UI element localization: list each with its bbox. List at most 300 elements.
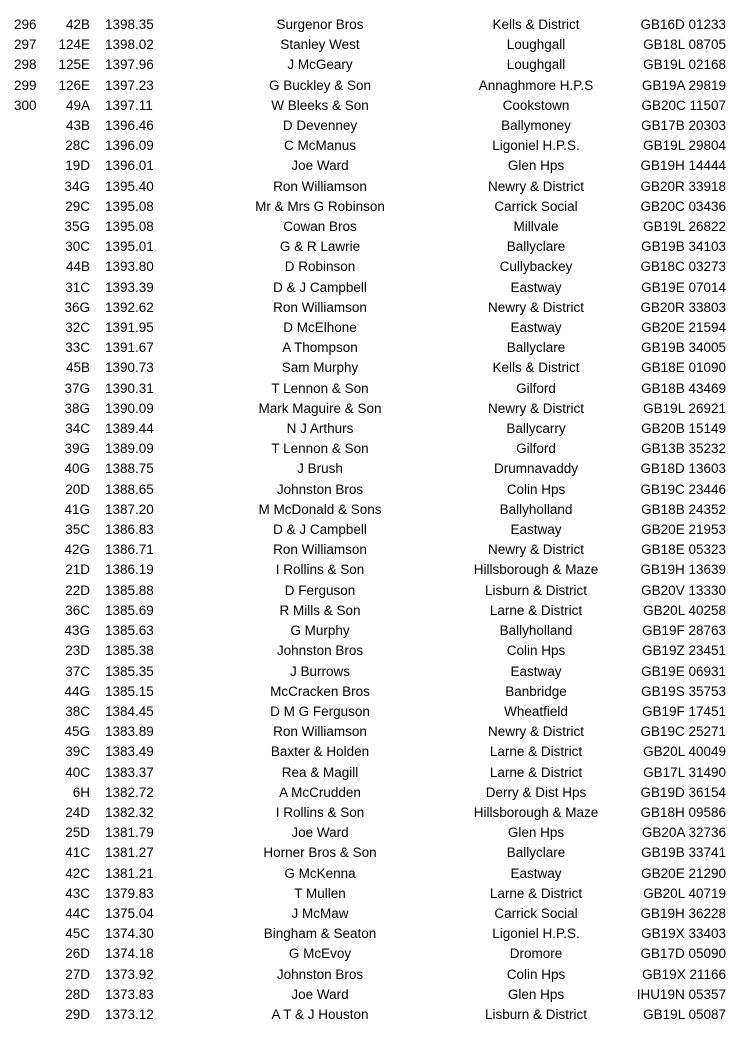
- club-cell: Loughgall: [506, 37, 566, 53]
- club-cell: Dromore: [509, 946, 563, 962]
- table-row: [0, 520, 738, 540]
- velocity-cell: 1381.79: [105, 825, 154, 841]
- table-row: [0, 924, 738, 944]
- table-row: [0, 763, 738, 783]
- club-cell: Annaghmore H.P.S: [478, 77, 594, 93]
- ring-number-cell: GB20C 03436: [640, 198, 726, 214]
- velocity-cell: 1383.89: [105, 724, 154, 740]
- club-cell: Millvale: [513, 219, 559, 235]
- table-row: [0, 237, 738, 257]
- velocity-cell: 1387.20: [105, 501, 154, 517]
- ring-number-cell: GB19L 29804: [643, 138, 726, 154]
- entry-ref-cell: 19D: [65, 158, 90, 174]
- table-row: [0, 823, 738, 843]
- table-row: [0, 358, 738, 378]
- velocity-cell: 1373.92: [105, 966, 154, 982]
- entry-ref-cell: 37G: [64, 380, 90, 396]
- table-row: [0, 601, 738, 621]
- ring-number-cell: GB18E 01090: [641, 360, 726, 376]
- velocity-cell: 1383.49: [105, 744, 154, 760]
- entry-ref-cell: 22D: [65, 582, 90, 598]
- position-cell: [0, 621, 52, 641]
- club-cell: Lisburn & District: [484, 582, 588, 598]
- table-row: [0, 904, 738, 924]
- club-cell: Cookstown: [502, 97, 570, 113]
- member-name-cell: G Buckley & Son: [268, 77, 372, 93]
- table-row: [0, 136, 738, 156]
- entry-ref-cell: 6H: [72, 784, 90, 800]
- club-cell: Larne & District: [489, 764, 583, 780]
- table-row: [0, 662, 738, 682]
- table-row: [0, 217, 738, 237]
- entry-ref-cell: 26D: [65, 946, 90, 962]
- position-cell: [0, 783, 52, 803]
- ring-number-cell: GB19E 06931: [641, 663, 726, 679]
- table-row: [0, 884, 738, 904]
- velocity-cell: 1384.45: [105, 703, 154, 719]
- ring-number-cell: GB19B 34103: [641, 239, 726, 255]
- table-row: [0, 76, 738, 96]
- member-name-cell: Mr & Mrs G Robinson: [255, 198, 385, 214]
- position-cell: [0, 864, 52, 884]
- velocity-cell: 1397.96: [105, 57, 154, 73]
- velocity-cell: 1395.08: [105, 198, 154, 214]
- position-cell: [0, 722, 52, 742]
- ring-number-cell: GB18L 08705: [643, 37, 726, 53]
- entry-ref-cell: 44C: [65, 905, 90, 921]
- member-name-cell: C McManus: [283, 138, 356, 154]
- velocity-cell: 1388.65: [105, 481, 154, 497]
- table-row: [0, 641, 738, 661]
- member-name-cell: J Burrows: [289, 663, 350, 679]
- member-name-cell: D McElhone: [283, 320, 357, 336]
- position-cell: [0, 480, 52, 500]
- ring-number-cell: GB18C 03273: [640, 259, 726, 275]
- velocity-cell: 1382.32: [105, 804, 154, 820]
- entry-ref-cell: 49A: [65, 97, 90, 113]
- position-cell: [0, 965, 52, 985]
- velocity-cell: 1396.01: [105, 158, 154, 174]
- club-cell: Colin Hps: [506, 966, 566, 982]
- position-cell: [0, 257, 52, 277]
- ring-number-cell: GB19F 17451: [641, 703, 726, 719]
- position-cell: [0, 702, 52, 722]
- entry-ref-cell: 34G: [64, 178, 90, 194]
- ring-number-cell: GB13B 35232: [641, 441, 726, 457]
- velocity-cell: 1385.63: [105, 623, 154, 639]
- member-name-cell: Joe Ward: [291, 986, 349, 1002]
- velocity-cell: 1395.08: [105, 219, 154, 235]
- velocity-cell: 1391.67: [105, 340, 154, 356]
- velocity-cell: 1386.19: [105, 562, 154, 578]
- table-row: [0, 560, 738, 580]
- entry-ref-cell: 41C: [65, 845, 90, 861]
- club-cell: Eastway: [510, 865, 562, 881]
- velocity-cell: 1396.46: [105, 118, 154, 134]
- member-name-cell: G & R Lawrie: [279, 239, 361, 255]
- entry-ref-cell: 39C: [65, 744, 90, 760]
- entry-ref-cell: 40C: [65, 764, 90, 780]
- member-name-cell: I Rollins & Son: [275, 562, 365, 578]
- ring-number-cell: GB19B 33741: [641, 845, 726, 861]
- club-cell: Eastway: [510, 663, 562, 679]
- table-row: [0, 419, 738, 439]
- position-cell: [0, 924, 52, 944]
- position-cell: [0, 742, 52, 762]
- position-cell: [0, 843, 52, 863]
- ring-number-cell: GB19H 13639: [640, 562, 726, 578]
- ring-number-cell: GB20E 21953: [641, 522, 726, 538]
- position-cell: [0, 581, 52, 601]
- member-name-cell: D Ferguson: [284, 582, 356, 598]
- ring-number-cell: GB18D 13603: [640, 461, 726, 477]
- position-cell: 296: [14, 17, 37, 32]
- entry-ref-cell: 35C: [65, 522, 90, 538]
- entry-ref-cell: 34C: [65, 421, 90, 437]
- club-cell: Kells & District: [492, 17, 580, 32]
- position-cell: [0, 318, 52, 338]
- position-cell: [0, 217, 52, 237]
- ring-number-cell: GB20C 11507: [641, 97, 726, 113]
- member-name-cell: Surgenor Bros: [276, 17, 364, 32]
- position-cell: [0, 156, 52, 176]
- velocity-cell: 1397.11: [105, 97, 153, 113]
- position-cell: 298: [14, 57, 37, 73]
- velocity-cell: 1391.95: [105, 320, 154, 336]
- position-cell: [0, 662, 52, 682]
- ring-number-cell: GB20L 40049: [643, 744, 726, 760]
- member-name-cell: J McGeary: [287, 57, 353, 73]
- ring-number-cell: GB19A 29819: [641, 77, 726, 93]
- table-row: [0, 298, 738, 318]
- member-name-cell: D M G Ferguson: [270, 703, 370, 719]
- position-cell: [0, 399, 52, 419]
- velocity-cell: 1373.12: [105, 1006, 154, 1022]
- club-cell: Lisburn & District: [484, 1006, 588, 1022]
- ring-number-cell: GB19L 05087: [643, 1006, 726, 1022]
- velocity-cell: 1381.21: [105, 865, 154, 881]
- member-name-cell: Baxter & Holden: [270, 744, 370, 760]
- entry-ref-cell: 31C: [65, 279, 90, 295]
- entry-ref-cell: 32C: [65, 320, 90, 336]
- member-name-cell: D Devenney: [282, 118, 358, 134]
- member-name-cell: Sam Murphy: [281, 360, 359, 376]
- ring-number-cell: GB17L 31490: [643, 764, 726, 780]
- entry-ref-cell: 38C: [65, 703, 90, 719]
- position-cell: [0, 237, 52, 257]
- velocity-cell: 1375.04: [105, 905, 154, 921]
- member-name-cell: Horner Bros & Son: [263, 845, 377, 861]
- club-cell: Newry & District: [487, 724, 584, 740]
- entry-ref-cell: 44B: [65, 259, 90, 275]
- ring-number-cell: GB19L 26921: [643, 400, 726, 416]
- table-row: [0, 177, 738, 197]
- position-cell: [0, 298, 52, 318]
- entry-ref-cell: 20D: [65, 481, 90, 497]
- entry-ref-cell: 28D: [65, 986, 90, 1002]
- table-row: [0, 864, 738, 884]
- member-name-cell: Cowan Bros: [283, 219, 357, 235]
- club-cell: Banbridge: [505, 683, 567, 699]
- entry-ref-cell: 21D: [65, 562, 90, 578]
- ring-number-cell: GB19C 23446: [640, 481, 726, 497]
- ring-number-cell: GB19L 02168: [643, 57, 726, 73]
- ring-number-cell: GB19H 36228: [640, 905, 726, 921]
- velocity-cell: 1386.83: [105, 522, 154, 538]
- member-name-cell: Ron Williamson: [273, 299, 367, 315]
- table-row: [0, 540, 738, 560]
- member-name-cell: T Lennon & Son: [271, 380, 369, 396]
- table-row: [0, 742, 738, 762]
- table-row: [0, 156, 738, 176]
- club-cell: Eastway: [510, 320, 562, 336]
- ring-number-cell: IHU19N 05357: [636, 986, 726, 1002]
- ring-number-cell: GB19H 14444: [640, 158, 726, 174]
- position-cell: [0, 278, 52, 298]
- ring-number-cell: GB20R 33803: [640, 299, 726, 315]
- position-cell: [0, 985, 52, 1005]
- table-row: [0, 944, 738, 964]
- club-cell: Drumnavaddy: [493, 461, 579, 477]
- entry-ref-cell: 43G: [64, 623, 90, 639]
- member-name-cell: I Rollins & Son: [275, 804, 365, 820]
- entry-ref-cell: 45G: [64, 724, 90, 740]
- entry-ref-cell: 42C: [65, 865, 90, 881]
- position-cell: [0, 197, 52, 217]
- entry-ref-cell: 29C: [65, 198, 90, 214]
- ring-number-cell: GB18H 09586: [640, 804, 726, 820]
- table-row: [0, 338, 738, 358]
- member-name-cell: R Mills & Son: [279, 602, 361, 618]
- velocity-cell: 1385.15: [105, 683, 154, 699]
- club-cell: Eastway: [510, 522, 562, 538]
- ring-number-cell: GB19X 33403: [641, 926, 726, 942]
- position-cell: [0, 884, 52, 904]
- member-name-cell: T Lennon & Son: [271, 441, 369, 457]
- member-name-cell: Ron Williamson: [273, 542, 367, 558]
- ring-number-cell: GB20E 21594: [641, 320, 726, 336]
- member-name-cell: G McKenna: [284, 865, 356, 881]
- velocity-cell: 1398.35: [105, 17, 154, 32]
- entry-ref-cell: 43B: [65, 118, 90, 134]
- ring-number-cell: GB18B 43469: [641, 380, 726, 396]
- entry-ref-cell: 41G: [64, 501, 90, 517]
- member-name-cell: Johnston Bros: [276, 481, 364, 497]
- table-row: [0, 581, 738, 601]
- position-cell: [0, 379, 52, 399]
- position-cell: [0, 823, 52, 843]
- velocity-cell: 1385.69: [105, 602, 154, 618]
- table-row: [0, 803, 738, 823]
- velocity-cell: 1386.71: [105, 542, 154, 558]
- entry-ref-cell: 39G: [64, 441, 90, 457]
- position-cell: [0, 601, 52, 621]
- ring-number-cell: GB18B 24352: [641, 501, 726, 517]
- table-row: [0, 96, 738, 116]
- ring-number-cell: GB19C 25271: [640, 724, 726, 740]
- entry-ref-cell: 36C: [65, 602, 90, 618]
- club-cell: Newry & District: [487, 400, 584, 416]
- club-cell: Larne & District: [489, 885, 583, 901]
- member-name-cell: McCracken Bros: [270, 683, 370, 699]
- entry-ref-cell: 124E: [58, 37, 90, 53]
- club-cell: Gilford: [516, 380, 556, 396]
- velocity-cell: 1385.35: [105, 663, 154, 679]
- ring-number-cell: GB20V 13330: [641, 582, 726, 598]
- club-cell: Loughgall: [506, 57, 566, 73]
- position-cell: [0, 419, 52, 439]
- entry-ref-cell: 38G: [64, 400, 90, 416]
- member-name-cell: M McDonald & Sons: [258, 501, 382, 517]
- velocity-cell: 1390.73: [105, 360, 154, 376]
- club-cell: Ligoniel H.P.S.: [492, 138, 580, 154]
- member-name-cell: Ron Williamson: [273, 178, 367, 194]
- club-cell: Glen Hps: [507, 158, 565, 174]
- table-row: [0, 480, 738, 500]
- club-cell: Cullybackey: [499, 259, 573, 275]
- club-cell: Ballyclare: [506, 845, 566, 861]
- position-cell: [0, 338, 52, 358]
- entry-ref-cell: 36G: [64, 299, 90, 315]
- results-body: [0, 15, 738, 1025]
- club-cell: Ballyholland: [499, 623, 573, 639]
- position-cell: 300: [14, 97, 37, 113]
- velocity-cell: 1374.30: [105, 926, 154, 942]
- member-name-cell: Stanley West: [280, 37, 360, 53]
- entry-ref-cell: 45C: [65, 926, 90, 942]
- position-cell: [0, 560, 52, 580]
- club-cell: Ballyholland: [499, 501, 573, 517]
- ring-number-cell: GB19Z 23451: [641, 643, 726, 659]
- table-row: [0, 55, 738, 75]
- position-cell: [0, 358, 52, 378]
- ring-number-cell: GB17B 20303: [641, 118, 726, 134]
- position-cell: [0, 682, 52, 702]
- ring-number-cell: GB19X 21166: [642, 966, 726, 982]
- table-row: [0, 843, 738, 863]
- ring-number-cell: GB19S 35753: [641, 683, 726, 699]
- ring-number-cell: GB20A 32736: [641, 825, 726, 841]
- entry-ref-cell: 40G: [64, 461, 90, 477]
- entry-ref-cell: 42B: [65, 17, 90, 32]
- position-cell: [0, 177, 52, 197]
- member-name-cell: Johnston Bros: [276, 643, 364, 659]
- position-cell: [0, 904, 52, 924]
- ring-number-cell: GB19D 36154: [640, 784, 726, 800]
- position-cell: [0, 116, 52, 136]
- member-name-cell: D Robinson: [284, 259, 356, 275]
- club-cell: Glen Hps: [507, 825, 565, 841]
- velocity-cell: 1388.75: [105, 461, 154, 477]
- ring-number-cell: GB19F 28763: [641, 623, 726, 639]
- table-row: [0, 783, 738, 803]
- table-row: [0, 965, 738, 985]
- velocity-cell: 1393.80: [105, 259, 154, 275]
- entry-ref-cell: 23D: [65, 643, 90, 659]
- position-cell: [0, 439, 52, 459]
- velocity-cell: 1373.83: [105, 986, 154, 1002]
- club-cell: Derry & Dist Hps: [485, 784, 587, 800]
- club-cell: Newry & District: [487, 299, 584, 315]
- member-name-cell: Joe Ward: [291, 158, 349, 174]
- ring-number-cell: GB17D 05090: [640, 946, 726, 962]
- position-cell: [0, 803, 52, 823]
- ring-number-cell: GB20L 40258: [643, 602, 726, 618]
- club-cell: Hillsborough & Maze: [473, 562, 599, 578]
- velocity-cell: 1390.31: [105, 380, 154, 396]
- ring-number-cell: GB20B 15149: [641, 421, 726, 437]
- club-cell: Newry & District: [487, 178, 584, 194]
- member-name-cell: Johnston Bros: [276, 966, 364, 982]
- club-cell: Wheatfield: [504, 703, 568, 719]
- velocity-cell: 1382.72: [105, 784, 154, 800]
- club-cell: Ballyclare: [506, 239, 566, 255]
- position-cell: [0, 944, 52, 964]
- table-row: [0, 1005, 738, 1025]
- table-row: [0, 399, 738, 419]
- table-row: [0, 439, 738, 459]
- velocity-cell: 1381.27: [105, 845, 154, 861]
- club-cell: Ligoniel H.P.S.: [492, 926, 580, 942]
- position-cell: 297: [14, 37, 37, 53]
- position-cell: [0, 500, 52, 520]
- velocity-cell: 1396.09: [105, 138, 154, 154]
- member-name-cell: Ron Williamson: [273, 724, 367, 740]
- ring-number-cell: GB20L 40719: [643, 885, 726, 901]
- velocity-cell: 1379.83: [105, 885, 154, 901]
- club-cell: Hillsborough & Maze: [473, 804, 599, 820]
- member-name-cell: N J Arthurs: [286, 421, 354, 437]
- entry-ref-cell: 27D: [65, 966, 90, 982]
- ring-number-cell: GB16D 01233: [640, 17, 726, 32]
- table-row: [0, 197, 738, 217]
- club-cell: Glen Hps: [507, 986, 565, 1002]
- club-cell: Colin Hps: [506, 643, 566, 659]
- member-name-cell: G Murphy: [290, 623, 350, 639]
- member-name-cell: D & J Campbell: [273, 279, 367, 295]
- club-cell: Gilford: [516, 441, 556, 457]
- velocity-cell: 1393.39: [105, 279, 154, 295]
- table-row: [0, 15, 738, 35]
- member-name-cell: T Mullen: [294, 885, 346, 901]
- member-name-cell: A Thompson: [282, 340, 358, 356]
- member-name-cell: A T & J Houston: [271, 1006, 369, 1022]
- table-row: [0, 621, 738, 641]
- entry-ref-cell: 25D: [65, 825, 90, 841]
- club-cell: Carrick Social: [494, 198, 578, 214]
- ring-number-cell: GB20E 21290: [641, 865, 726, 881]
- position-cell: [0, 520, 52, 540]
- entry-ref-cell: 30C: [65, 239, 90, 255]
- club-cell: Ballymoney: [501, 118, 571, 134]
- ring-number-cell: GB20R 33918: [640, 178, 726, 194]
- club-cell: Newry & District: [487, 542, 584, 558]
- entry-ref-cell: 33C: [65, 340, 90, 356]
- entry-ref-cell: 125E: [58, 57, 90, 73]
- club-cell: Colin Hps: [506, 481, 566, 497]
- table-row: [0, 278, 738, 298]
- club-cell: Larne & District: [489, 602, 583, 618]
- table-row: [0, 257, 738, 277]
- velocity-cell: 1385.88: [105, 582, 154, 598]
- velocity-cell: 1395.01: [105, 239, 154, 255]
- table-row: [0, 116, 738, 136]
- velocity-cell: 1397.23: [105, 77, 154, 93]
- position-cell: [0, 641, 52, 661]
- entry-ref-cell: 42G: [64, 542, 90, 558]
- ring-number-cell: GB19E 07014: [641, 279, 726, 295]
- velocity-cell: 1390.09: [105, 400, 154, 416]
